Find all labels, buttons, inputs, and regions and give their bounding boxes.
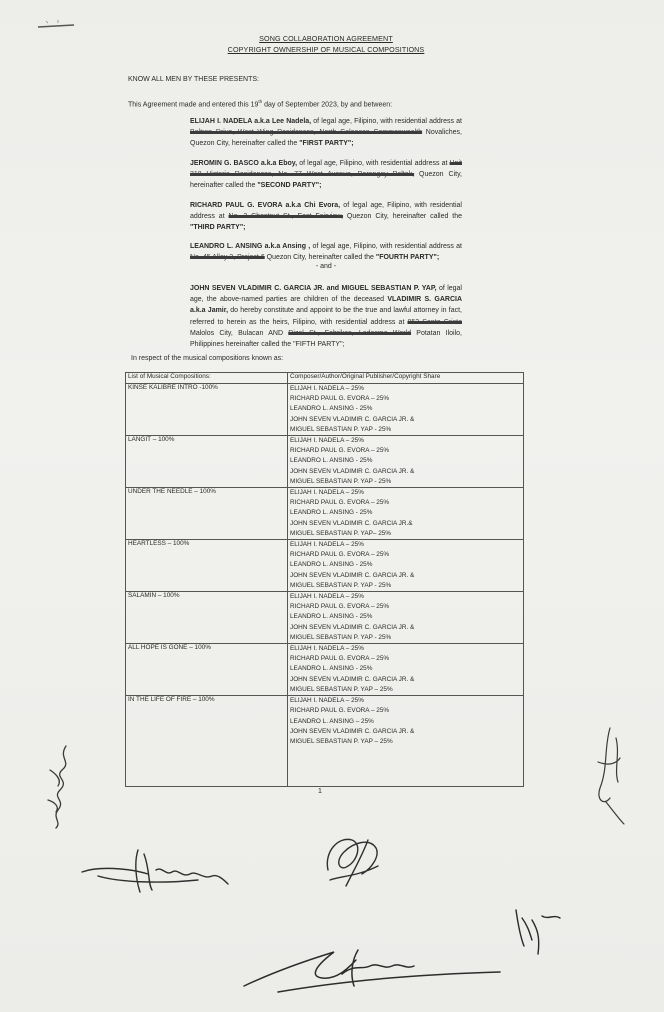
third-party-clause: RICHARD PAUL G. EVORA a.k.a Chi Evora, of legal age, Filipino, with residential address at No. 3 Chestnut St., East Fairview, Quezon City, hereinafter called the "THIRD PARTY"; xyxy=(190,202,462,232)
and-separator: - and - xyxy=(315,263,337,270)
table-row xyxy=(126,696,524,787)
share-line: JOHN SEVEN VLADIMIR C. GARCIA JR. & xyxy=(290,467,415,475)
composition-shares xyxy=(288,696,524,787)
share-line: MIGUEL SEBASTIAN P. YAP - 25% xyxy=(290,477,392,485)
share-line: ELIJAH I. NADELA – 25% xyxy=(290,489,364,497)
share-line: JOHN SEVEN VLADIMIR C. GARCIA JR.& xyxy=(290,519,413,527)
composition-shares xyxy=(288,644,524,696)
composition-title: LANGIT – 100% xyxy=(126,436,288,488)
agreement-date-line: This Agreement made and entered this 19th day of September 2023, by and between: xyxy=(128,99,393,109)
share-line: ELIJAH I. NADELA – 25% xyxy=(290,645,364,653)
share-line: RICHARD PAUL G. EVORA – 25% xyxy=(290,499,390,507)
redacted-address: Beltran Drive, West Wing Residences, North Caloocan Commonwealth xyxy=(190,129,423,137)
redacted-address: No. 45 Alley 2, Project 6 xyxy=(190,254,265,262)
share-line: JOHN SEVEN VLADIMIR C. GARCIA JR. & xyxy=(290,727,415,735)
share-line: LEANDRO L. ANSING - 25% xyxy=(290,405,373,413)
composition-title: HEARTLESS – 100% xyxy=(126,540,288,592)
table-row xyxy=(126,384,524,436)
redacted-address: Unit 318 Victoria Residences, No. 77 West Avenue, Barangay Paltok, xyxy=(190,160,462,179)
composition-title: KINSE KALIBRE INTRO -100% xyxy=(126,384,288,436)
share-line: LEANDRO L. ANSING – 25% xyxy=(290,717,374,725)
share-line: LEANDRO L. ANSING - 25% xyxy=(290,509,373,517)
share-line: RICHARD PAUL G. EVORA – 25% xyxy=(290,395,390,403)
compositions-intro: In respect of the musical compositions known as: xyxy=(131,355,284,362)
table-header-row xyxy=(126,373,524,384)
share-line: JOHN SEVEN VLADIMIR C. GARCIA JR. & xyxy=(290,571,415,579)
fourth-party-clause: LEANDRO L. ANSING a.k.a Ansing , of legal age, Filipino, with residential address at No. 45 Alley 2, Project 6 Quezon City, hereinafter called the "FOURTH PARTY"; xyxy=(190,243,462,262)
composition-title: IN THE LIFE OF FIRE – 100% xyxy=(126,696,288,787)
share-line: RICHARD PAUL G. EVORA – 25% xyxy=(290,447,390,455)
column-header-compositions: List of Musical Compositions: xyxy=(126,373,288,384)
table-row xyxy=(126,540,524,592)
document-subtitle: COPYRIGHT OWNERSHIP OF MUSICAL COMPOSITIONS xyxy=(227,45,425,54)
share-line: ELIJAH I. NADELA – 25% xyxy=(290,697,364,705)
fifth-party-clause: JOHN SEVEN VLADIMIR C. GARCIA JR. and MIGUEL SEBASTIAN P. YAP, of legal age, the above-named parties are children of the deceased VLADIMIR S. GARCIA a.k.a Jamir, do hereby constitute and appoint to be the true and lawful attorney in fact, referred to herein as the heirs, Filipino, with residential address at 853 Santo Cristo Malolos City, Bulacan AND Rizal St., Fabrikas, Ledesma World Potatan Iloilo, Philippines hereinafter called the "FIFTH PARTY"; xyxy=(190,285,462,349)
composition-shares xyxy=(288,384,524,436)
table-row xyxy=(126,644,524,696)
signature-bottom-left xyxy=(78,840,238,900)
table-row xyxy=(126,488,524,540)
composition-title: ALL HOPE IS GONE – 100% xyxy=(126,644,288,696)
composition-shares xyxy=(288,488,524,540)
signature-right-bottom xyxy=(508,890,568,960)
share-line: LEANDRO L. ANSING - 25% xyxy=(290,457,373,465)
composition-shares xyxy=(288,592,524,644)
share-line: MIGUEL SEBASTIAN P. YAP – 25% xyxy=(290,737,393,745)
share-line: RICHARD PAUL G. EVORA – 25% xyxy=(290,551,390,559)
share-line: MIGUEL SEBASTIAN P. YAP - 25% xyxy=(290,425,392,433)
share-line: ELIJAH I. NADELA – 25% xyxy=(290,541,364,549)
table-row xyxy=(126,592,524,644)
share-line: MIGUEL SEBASTIAN P. YAP - 25% xyxy=(290,633,392,641)
page-number: 1 xyxy=(318,788,322,795)
document-title: SONG COLLABORATION AGREEMENT xyxy=(259,34,393,43)
share-line: RICHARD PAUL G. EVORA – 25% xyxy=(290,603,390,611)
share-line: MIGUEL SEBASTIAN P. YAP - 25% xyxy=(290,581,392,589)
opening-line: KNOW ALL MEN BY THESE PRESENTS: xyxy=(128,76,259,83)
pen-mark xyxy=(36,18,76,32)
composition-title: UNDER THE NEEDLE – 100% xyxy=(126,488,288,540)
signature-bottom-center xyxy=(238,930,508,1000)
share-line: RICHARD PAUL G. EVORA – 25% xyxy=(290,655,390,663)
first-party-clause: ELIJAH I. NADELA a.k.a Lee Nadela, of legal age, Filipino, with residential address at Beltran Drive, West Wing Residences, North Caloocan Commonwealth Novaliches, Quezon City, hereinafter called the "FIRST PARTY"; xyxy=(190,118,462,148)
share-line: MIGUEL SEBASTIAN P. YAP – 25% xyxy=(290,685,393,693)
share-line: RICHARD PAUL G. EVORA – 25% xyxy=(290,707,390,715)
share-line: ELIJAH I. NADELA – 25% xyxy=(290,437,364,445)
signature-left-vertical xyxy=(36,740,86,832)
share-line: JOHN SEVEN VLADIMIR C. GARCIA JR. & xyxy=(290,415,415,423)
share-line: JOHN SEVEN VLADIMIR C. GARCIA JR. & xyxy=(290,675,415,683)
composition-shares xyxy=(288,436,524,488)
composition-shares xyxy=(288,540,524,592)
redacted-address: 853 Santo Cristo xyxy=(407,318,462,326)
signature-right-vertical xyxy=(580,718,630,828)
signature-center xyxy=(318,826,388,896)
redacted-address: No. 3 Chestnut St., East Fairview, xyxy=(228,213,343,221)
share-line: ELIJAH I. NADELA – 25% xyxy=(290,385,364,392)
share-line: LEANDRO L. ANSING - 25% xyxy=(290,561,373,569)
compositions-table xyxy=(125,372,524,787)
table-row xyxy=(126,436,524,488)
column-header-shares: Composer/Author/Original Publisher/Copyright Share xyxy=(288,373,524,384)
share-line: MIGUEL SEBASTIAN P. YAP– 25% xyxy=(290,529,391,537)
share-line: JOHN SEVEN VLADIMIR C. GARCIA JR. & xyxy=(290,623,415,631)
composition-title: SALAMIN – 100% xyxy=(126,592,288,644)
redacted-address: Rizal St., Fabrikas, Ledesma World xyxy=(288,329,412,337)
share-line: LEANDRO L. ANSING - 25% xyxy=(290,613,373,621)
share-line: ELIJAH I. NADELA – 25% xyxy=(290,593,364,601)
share-line: LEANDRO L. ANSING - 25% xyxy=(290,665,373,673)
second-party-clause: JEROMIN G. BASCO a.k.a Eboy, of legal age, Filipino, with residential address at Unit 318 Victoria Residences, No. 77 West Avenue, Barangay Paltok, Quezon City, hereinafter called the "SECOND PARTY"; xyxy=(190,160,462,190)
